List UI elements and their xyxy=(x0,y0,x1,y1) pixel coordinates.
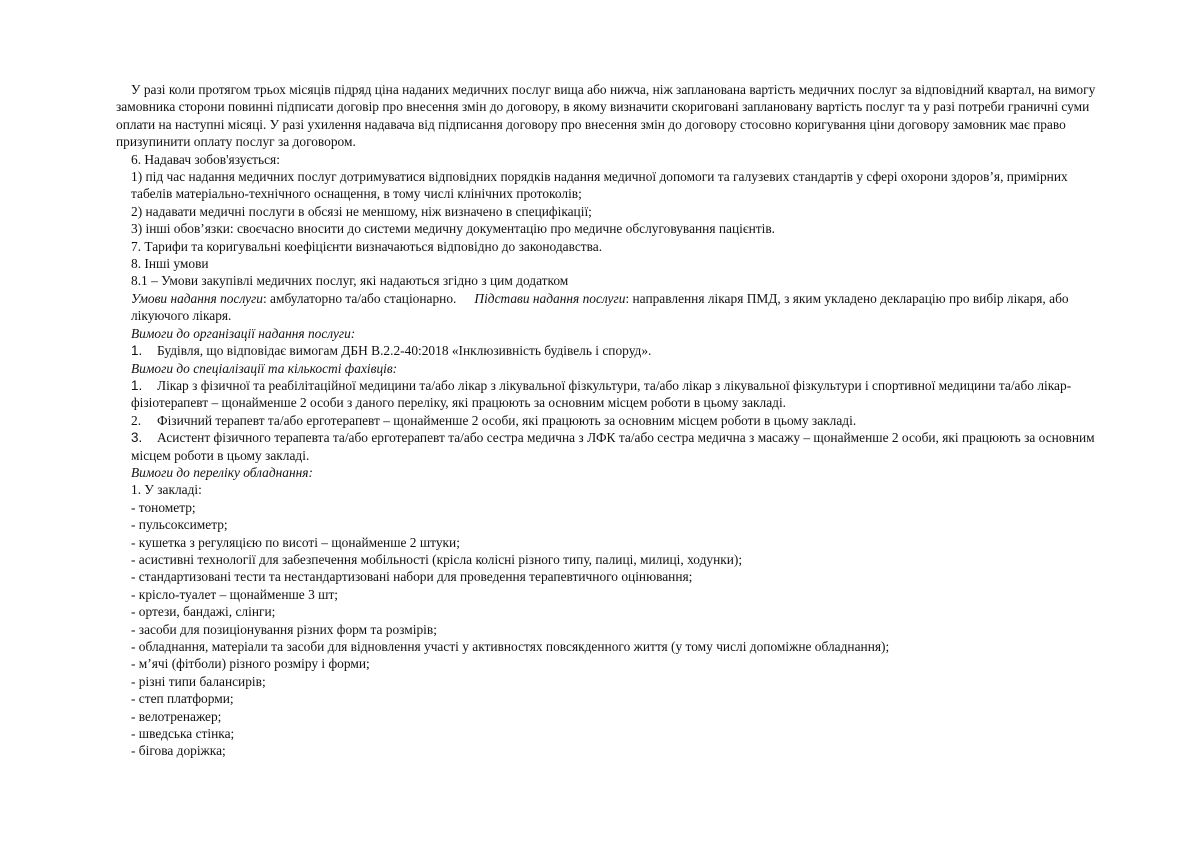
specialists-item-number: 2. xyxy=(131,412,142,428)
specialists-item-text: Асистент фізичного терапевта та/або ерготерапевт та/або сестра медична з ЛФК та/або сестра медична з масажу – щонайменше 2 особи, які працюють за основним місцем роботи в цьому закладі. xyxy=(131,430,1095,463)
equipment-item: - засоби для позиціонування різних форм та розмірів; xyxy=(131,621,437,637)
equipment-item: - обладнання, матеріали та засоби для відновлення участі у активностях повсякденного життя (у тому числі допоміжне обладнання); xyxy=(131,639,890,654)
equipment-item: - бігова доріжка; xyxy=(131,743,226,759)
specialists-item-text: Лікар з фізичної та реабілітаційної медицини та/або лікар з лікувальної фізкультури, та/або лікар з лікувальної фізкультури і спортивної медицини та/або лікар-фізіотерапевт – щонайменше 2 особи з даного переліку, які працюють за основним місцем роботи в цьому закладі. xyxy=(131,377,1072,411)
specialists-item-1 xyxy=(116,377,1106,412)
equipment-item: - степ платформи; xyxy=(131,691,234,707)
organization-item-number: 1. xyxy=(131,343,143,359)
specialists-item-number: 3. xyxy=(131,430,143,446)
section-6-item-3: 3) інші обов’язки: своєчасно вносити до системи медичну документацію про медичне обслуговування пацієнтів. xyxy=(131,221,775,237)
specialists-item-2 xyxy=(116,412,1106,429)
organization-heading: Вимоги до організації надання послуги: xyxy=(131,325,356,341)
section-8-1: 8.1 – Умови закупівлі медичних послуг, які надаються згідно з цим додатком xyxy=(131,273,569,289)
section-8-heading: 8. Інші умови xyxy=(131,256,209,272)
equipment-item: - асистивні технології для забезпечення мобільності (крісла колісні різного типу, палиці, милиці, ходунки); xyxy=(131,551,743,567)
equipment-item: - пульсоксиметр; xyxy=(131,517,228,533)
organization-item-1 xyxy=(116,342,1106,359)
equipment-subheading: 1. У закладі: xyxy=(131,482,202,498)
specialists-item-number: 1. xyxy=(131,377,143,393)
equipment-heading: Вимоги до переліку обладнання: xyxy=(131,464,313,480)
conditions-label: Умови надання послуги xyxy=(131,290,263,306)
equipment-item: - ортези, бандажі, слінги; xyxy=(131,604,276,620)
intro-paragraph: У разі коли протягом трьох місяців підряд ціна наданих медичних послуг вища або нижча, ніж запланована вартість медичних послуг за відповідний квартал, на вимогу замовника сторони повинні підписати договір про внесення змін до договору, в якому визначити скориговані заплановану вартість послуг та у разі потреби граничні суми оплати на наступні місяці. У разі ухилення надавача від підписання договору про внесення змін до договору стосовно коригування ціни договору замовник має право призупинити оплату послуг за договором. xyxy=(116,82,1096,150)
section-6-heading: 6. Надавач зобов'язується: xyxy=(131,151,280,167)
document-page xyxy=(116,81,1106,760)
equipment-item: - м’ячі (фітболи) різного розміру і форми; xyxy=(131,656,370,672)
equipment-item: - тонометр; xyxy=(131,499,196,515)
section-6-item-2: 2) надавати медичні послуги в обсязі не меншому, ніж визначено в специфікації; xyxy=(131,203,592,219)
section-7: 7. Тарифи та коригувальні коефіцієнти визначаються відповідно до законодавства. xyxy=(131,238,603,254)
grounds-label: Підстави надання послуги xyxy=(474,290,626,306)
specialists-item-text: Фізичний терапевт та/або ерготерапевт – щонайменше 2 особи, які працюють за основним місцем роботи в цьому закладі. xyxy=(157,412,857,428)
equipment-item: - різні типи балансирів; xyxy=(131,673,266,689)
equipment-item: - крісло-туалет – щонайменше 3 шт; xyxy=(131,586,339,602)
grounds-text: : направлення лікаря ПМД, з яким укладено декларацію про вибір лікаря, або лікуючого лікаря. xyxy=(131,290,1069,324)
organization-item-text: Будівля, що відповідає вимогам ДБН В.2.2-40:2018 «Інклюзивність будівель і споруд». xyxy=(157,343,652,359)
equipment-item: - стандартизовані тести та нестандартизовані набори для проведення терапевтичного оцінювання; xyxy=(131,569,693,585)
equipment-item: - кушетка з регуляцією по висоті – щонайменше 2 штуки; xyxy=(131,534,460,550)
specialists-item-3 xyxy=(116,429,1106,464)
specialists-heading: Вимоги до спеціалізації та кількості фахівців: xyxy=(131,360,398,376)
service-conditions xyxy=(116,290,1106,325)
conditions-text: : амбулаторно та/або стаціонарно. xyxy=(262,290,457,306)
section-6-item-1: 1) під час надання медичних послуг дотримуватися відповідних порядків надання медичної допомоги та галузевих стандартів у сфері охорони здоров’я, примірних табелів матеріально-технічного оснащення, в тому числі клінічних протоколів; xyxy=(131,169,1068,202)
equipment-item: - велотренажер; xyxy=(131,708,222,724)
equipment-item: - шведська стінка; xyxy=(131,726,235,742)
